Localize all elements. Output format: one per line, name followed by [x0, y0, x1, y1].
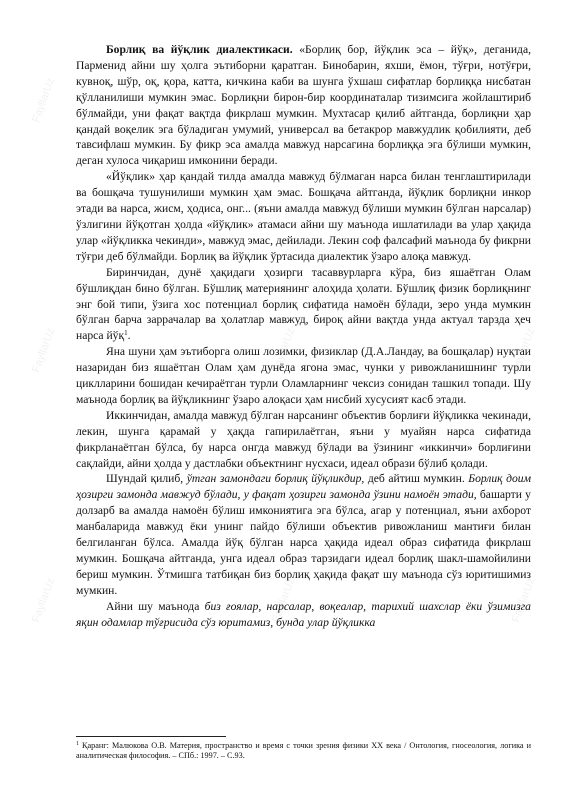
footnote	[76, 741, 531, 762]
paragraph-firstly	[76, 265, 531, 345]
emphasis-text: биз ғоялар, нарсалар, воқеалар, тарихий шахслар ёки ўзимизга яқин одамлар тўғрисида сўз юритамиз, бунда улар йўқликка	[76, 599, 531, 629]
paragraph-text: башарти у долзарб ва амалда намоён бўлиш имкониятига эга бўлса, агар у потенциал, яъни ахборот манбаларида мавжуд ёки унинг пайдо бўлиши объектив ривожланиш мантиғи билан белгиланган бўлса. Амалда йўқ бўлган нарса ҳақида идеал образ сифатида фикрлаш мумкин. Бошқача айтганда, унга идеал образ тарзидаги идеал борлиқ шакл-шамойилини бериш мумкин. Ўтмишга татбиқан биз борлиқ ҳақида фақат шу маънода сўз юритишимиз мумкин.	[76, 488, 531, 597]
paragraph-nothingness	[76, 169, 531, 264]
footnote-divider	[76, 736, 226, 737]
paragraph-text: «Йўқлик» ҳар қандай тилда амалда мавжуд бўлмаган нарса билан тенглаштирилади ва бошқача тушунилиши мумкин ҳам эмас. Бошқача айтганда, йўқлик борлиқни инкор этади ва нарса, жисм, ҳодиса, онг... (яъни амалда мавжуд бўлиши мумкин бўлган нарсалар) ўзлигини йўқотган ҳолда «йўқлик» атамаси айни шу маънода ишлатилади ва улар ҳақида улар «йўқликка чекинди», мавжуд эмас, дейилади. Лекин соф фалсафий маънода бу фикрни тўғри деб бўлмайди. Борлиқ ва йўқлик ўртасида диалектик ўзаро алоқа мавжуд.	[76, 170, 531, 263]
paragraph-being-nonbeing	[76, 42, 531, 169]
watermark: FayllarUz	[510, 576, 538, 625]
paragraph-conclusion	[76, 471, 531, 598]
watermark: FayllarUz	[30, 76, 58, 125]
footnote-ref[interactable]: 1	[124, 329, 128, 338]
paragraph-text: Иккинчидан, амалда мавжуд бўлган нарсанинг объектив борлиғи йўқликка чекинади, лекин, шунга қарамай у ҳақда гапирилаётган, яъни у муайян нарса сифатида фикрланаётган бўлса, бу нарса онгда мавжуд бўлади ва ўзининг «иккинчи» борлиғини сақлайди, айни ҳолда у дастлабки объектнинг нусхаси, идеал образи бўлиб қолади.	[76, 408, 531, 470]
document-body	[76, 42, 531, 631]
footnote-number: 1	[76, 741, 79, 747]
watermark: FayllarUz	[270, 576, 298, 625]
paragraph-text: «Борлиқ бор, йўқлик эса – йўқ», деганида, Парменид айни шу ҳолга эътиборни қаратган. Бинобарин, яхши, ёмон, тўғри, нотўғри, кувноқ, шўр, оқ, қора, катта, кичкина каби ва шунга ўхшаш сифатлар борлиққа нисбатан қўлланилиши мумкин эмас. Борлиқни бирон-бир координаталар тизимсига жойлаштириб бўлмайди, уни фақат вақтда фикрлаш мумкин. Мухтасар қилиб айтганда, борлиқни ҳар қандай воқелик эга бўладиган умумий, универсал ва бетакрор мавжудлик қобилияти, деб тавсифлаш мумкин. Бу фикр эса амалда мавжуд нарсагина борлиққа эга бўлиши мумкин, деган хулоса чиқариш имконини беради.	[76, 43, 531, 168]
emphasis-text: ўтган замондаги борлиқ йўқликдир	[186, 472, 362, 486]
paragraph-text: Шундай қилиб,	[106, 472, 187, 486]
paragraph-physicists	[76, 344, 531, 408]
watermark: FayllarUz	[510, 326, 538, 375]
watermark: FayllarUz	[30, 576, 58, 625]
watermark: FayllarUz	[30, 326, 58, 375]
paragraph-text: Биринчидан, дунё ҳақидаги ҳозирги тасаввурларга кўра, биз яшаётган Олам бўшлиқдан бино бўлган. Бўшлиқ материянинг алоҳида ҳолати. Бўшлиқ физик борлиқнинг энг бой типи, ўзига хос потенциал борлиқ сифатида намоён бўлади, зеро унда мумкин бўлган барча заррачалар ва ҳолатлар мавжуд, бироқ айни вақтда унда актуал тарзда ҳеч нарса йўқ	[76, 265, 531, 343]
paragraph-tail: .	[127, 329, 131, 343]
paragraph-secondly	[76, 408, 531, 472]
watermark: FayllarUz	[270, 76, 298, 125]
paragraph-same-sense	[76, 599, 531, 631]
watermark: FayllarUz	[270, 326, 298, 375]
section-heading: Борлиқ ва йўқлик диалектикаси.	[106, 43, 293, 56]
paragraph-text: Яна шуни ҳам эътиборга олиш лозимки, физиклар (Д.А.Ландау, ва бошқалар) нуқтаи назаридан биз яшаётган Олам ҳам дунёда ягона эмас, чунки у ривожланишнинг турли циклларини бошидан кечираётган турли Оламларнинг чексиз сонидан ташкил топади. Шу маънода борлиқ ва йўқликнинг ўзаро алоқаси ҳам нисбий хусусият касб этади.	[76, 345, 531, 406]
paragraph-text: Айни шу маънода	[106, 599, 205, 613]
emphasis-text: Борлиқ доим ҳозирги замонда мавжуд бўлади, у фақат ҳозирги замонда ўзини намоён этади,	[76, 472, 531, 502]
paragraph-text: , деб айтиш мумкин.	[361, 472, 469, 486]
footnote-text: Қаранг: Малюкова О.В. Материя, пространство и время с точки зрения физики XX века / Онтология, гносеология, логика и аналитическая философия. – СПб.: 1997. – С.93.	[76, 741, 531, 761]
watermark: FayllarUz	[510, 76, 538, 125]
